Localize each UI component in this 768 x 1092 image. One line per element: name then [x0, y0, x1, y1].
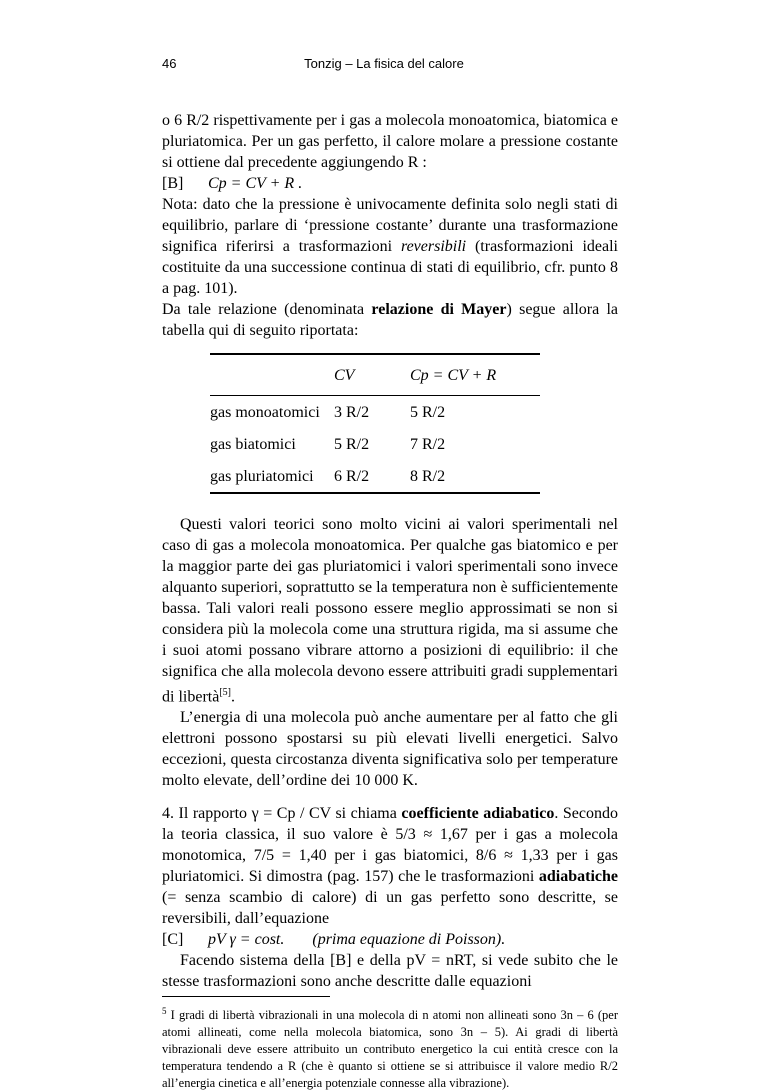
adiabatic-text-3: (= senza scambio di calore) di un gas perfetto sono descritte, se reversibili, dall’equazione — [162, 889, 618, 928]
page-number: 46 — [162, 56, 177, 71]
mayer-text-1: Da tale relazione (denominata — [162, 301, 372, 318]
table-cell: 3 R/2 — [334, 403, 370, 421]
table-header-cell: Cp = CV + R — [410, 354, 540, 396]
paragraph-electrons: L’energia di una molecola può anche aumentare per al fatto che gli elettroni possono spostarsi su più elevati livelli energetici. Salvo eccezioni, questa circostanza diventa significativa solo per temperature molto elevate, dell’ordine dei 10 000 K. — [162, 709, 618, 790]
table-header-row — [210, 354, 540, 396]
equation-c-note: (prima equazione di Poisson). — [312, 931, 506, 949]
table-header-cell — [210, 354, 334, 396]
page-header — [0, 56, 768, 76]
nota-italic: reversibili — [400, 238, 467, 255]
footnote-divider — [162, 996, 330, 997]
paragraph-mayer — [162, 299, 618, 341]
footnote — [162, 1003, 618, 1092]
table-cell: 8 R/2 — [410, 460, 540, 493]
adiabatic-text-2: . Secondo la teoria classica, il suo valore è 5/3 ≈ 1,67 per i gas a molecola monotomica, 7/5 = 1,40 per i gas biatomici, 8/6 ≈ 1,33 per i gas pluriatomici. Si dimostra (pag. 157) che le trasformazioni — [162, 805, 619, 886]
heat-capacity-table — [210, 353, 540, 494]
table-cell: 7 R/2 — [410, 435, 446, 453]
equation-b-tag: [B] — [162, 175, 184, 192]
adiabatic-text-1: 4. Il rapporto γ = Cp / CV si chiama — [162, 805, 402, 823]
table-cell: 5 R/2 — [334, 435, 370, 453]
table-cell: 5 R/2 — [410, 403, 446, 421]
table-row — [210, 428, 540, 460]
paragraph-poisson: Facendo sistema della [B] e della pV = nRT, si vede subito che le stesse trasformazioni sono anche descritte dalle equazioni — [162, 952, 618, 991]
nota-text-1: Nota: dato che la pressione è univocamente definita solo negli stati di equilibrio, parlare di ‘pressione costante’ durante una trasformazione significa riferirsi a trasformazioni — [162, 196, 618, 255]
footnote-number: 5 — [162, 1006, 167, 1017]
paragraph-nota — [162, 194, 618, 299]
equation-b — [162, 173, 618, 194]
equation-b-formula: Cp = CV + R . — [208, 175, 303, 192]
page-body — [162, 110, 618, 1092]
experimental-end: . — [230, 688, 235, 706]
table-header-cell: CV — [334, 354, 410, 396]
mayer-bold: relazione di Mayer — [371, 301, 507, 318]
footnote-text: I gradi di libertà vibrazionali in una molecola di n atomi non allineati sono 3n – 6 (per atomi allineati, come nella molecola biatomica, sono 3n – 5). Ai gradi di libertà vibrazionali deve essere attribuito un contributo energetico la cui entità cresce con la temperatura tendendo a R (che è quanto si ottiene se si attribuisce il valore medio R/2 all’energia cinetica e all’energia potenziale connesse alla vibrazione). — [162, 1008, 618, 1091]
running-title: Tonzig – La fisica del calore — [304, 56, 464, 71]
nota-text-2: (trasformazioni ideali costituite da una successione continua di stati di equilibrio, cfr. punto 8 a pag. 101). — [162, 238, 619, 297]
adiabatic-bold-2: adiabatiche — [538, 868, 618, 886]
adiabatic-bold-1: coefficiente adiabatico — [401, 805, 555, 823]
spacer — [162, 791, 618, 803]
paragraph-intro: o 6 R/2 rispettivamente per i gas a molecola monoatomica, biatomica e pluriatomica. Per un gas perfetto, il calore molare a pressione costante si ottiene dal precedente aggiungendo R : — [162, 112, 618, 171]
table-cell: gas monoatomici — [210, 403, 320, 421]
mayer-text-2: ) segue allora la tabella qui di seguito riportata: — [162, 301, 619, 339]
footnote-ref: [5] — [219, 687, 231, 698]
equation-c-tag: [C] — [162, 931, 184, 949]
table-row — [210, 460, 540, 493]
table-row — [210, 396, 540, 429]
table-cell: gas pluriatomici — [210, 460, 334, 493]
paragraph-adiabatic — [162, 803, 618, 929]
equation-c — [162, 929, 618, 950]
table-cell: 6 R/2 — [334, 460, 410, 493]
experimental-text: Questi valori teorici sono molto vicini ai valori sperimentali nel caso di gas a molecola monoatomica. Per qualche gas biatomico e per la maggior parte dei gas pluriatomici i valori sperimentali sono invece alquanto superiori, soprattutto se la temperatura non è sufficientemente bassa. Tali valori reali possono essere meglio approssimati se non si considera più la molecola come una struttura rigida, ma si assume che i suoi atomi possano vibrare attorno a posizioni di equilibrio: il che significa che alla molecola devono essere attribuiti gradi supplementari di libertà — [162, 516, 618, 706]
equation-c-formula: pV γ = cost. — [208, 931, 285, 949]
paragraph-experimental — [162, 514, 618, 707]
table-cell: gas biatomici — [210, 435, 296, 453]
